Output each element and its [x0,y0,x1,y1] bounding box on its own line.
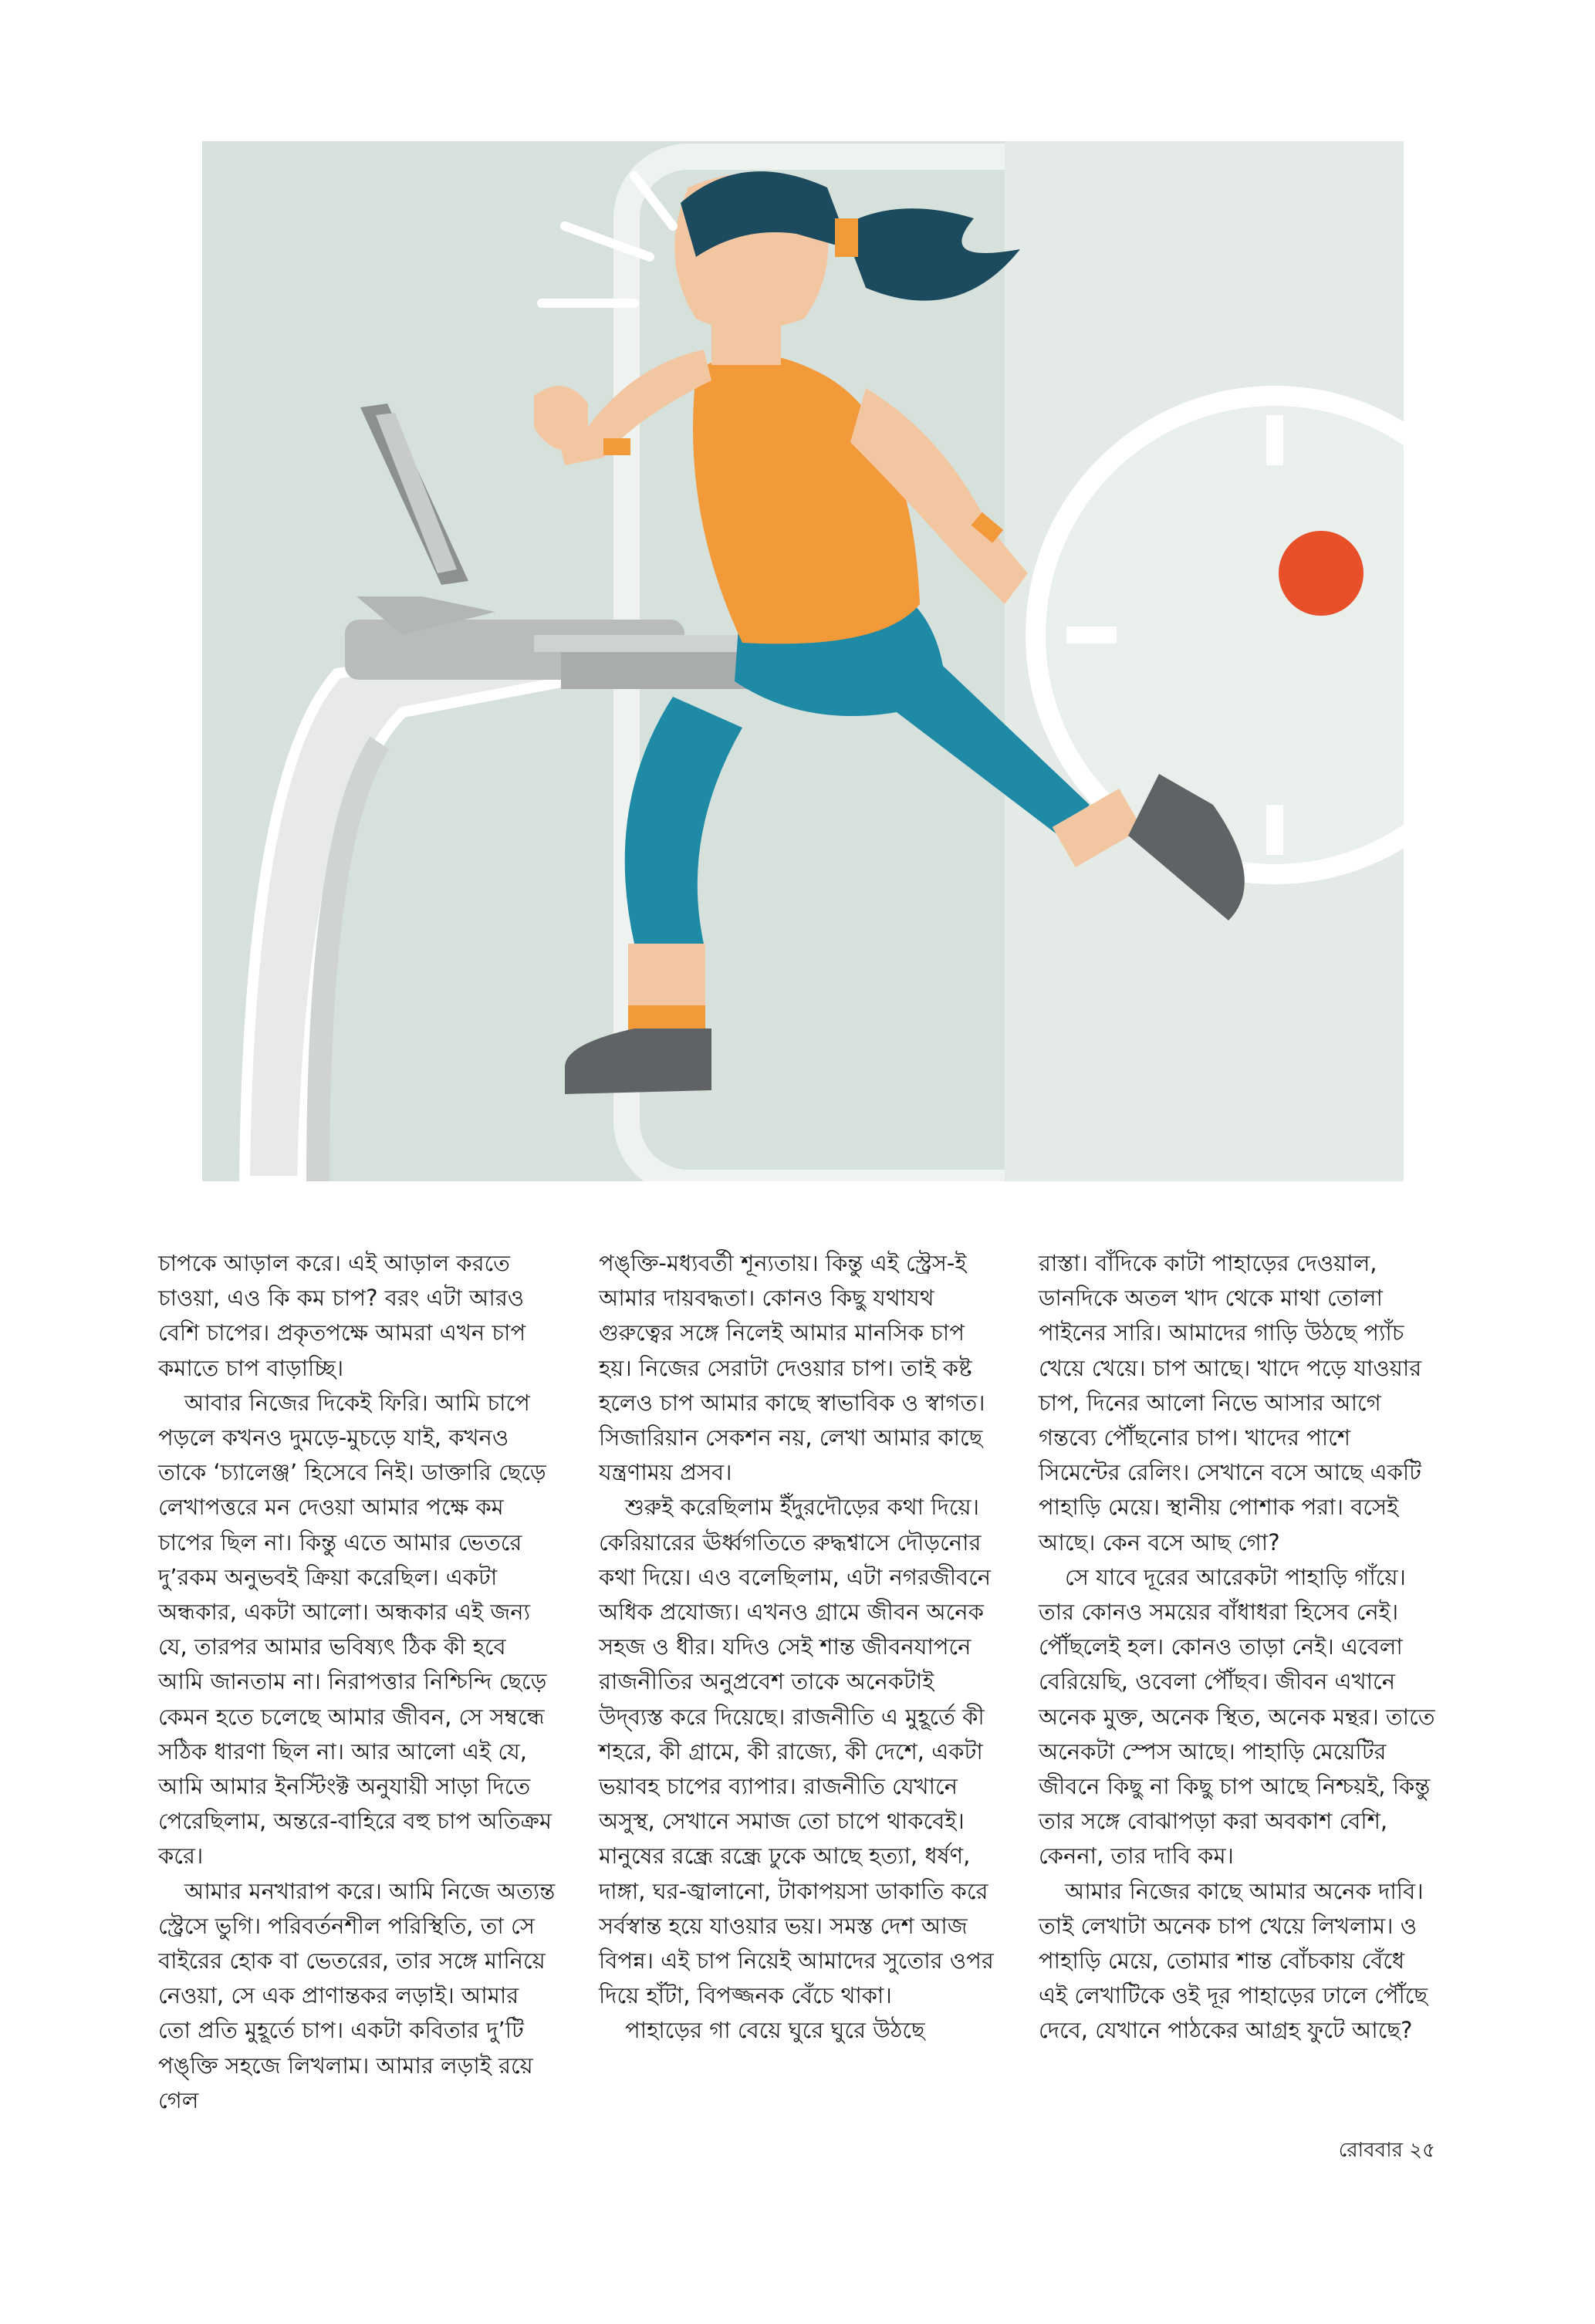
accent-dot-shape [1279,531,1364,616]
paragraph: পাহাড়ের গা বেয়ে ঘুরে ঘুরে উঠছে [625,2017,925,2044]
text-column-3 [1039,1246,1436,2049]
illustration-woman-on-treadmill [202,141,1404,1181]
page-footer: রোববার ২৫ [1338,2139,1435,2162]
text-column-1 [158,1246,556,2118]
paragraph: পঙ্‌ক্তি-মধ্যবর্তী শূন্যতায়। কিন্তু এই স্ট্রেস-ই আমার দায়বদ্ধতা। কোনও কিছু যথাযথ গুরুত্বের সঙ্গে নিলেই আমার মানসিক চাপ হয়। নিজের সেরাটা দেওয়ার চাপ। তাই কষ্ট হলেও চাপ আমার কাছে স্বাভাবিক ও স্বাগত। সিজারিয়ান সেকশন নয়, লেখা আমার কাছে যন্ত্রণাময় প্রসব। [599,1250,985,1486]
paragraph: চাপকে আড়াল করে। এই আড়াল করতে চাওয়া, এও কি কম চাপ? বরং এটা আরও বেশি চাপের। প্রকৃতপক্ষে আমরা এখন চাপ কমাতে চাপ বাড়াচ্ছি। [158,1250,526,1381]
text-column-2 [599,1246,996,2049]
paragraph: আমার নিজের কাছে আমার অনেক দাবি। তাই লেখাটা অনেক চাপ খেয়ে লিখলাম। ও পাহাড়ি মেয়ে, তোমার শান্ত বোঁচকায় বেঁধে এই লেখাটিকে ওই দূর পাহাড়ের ঢালে পৌঁছে দেবে, যেখানে পাঠকের আগ্রহ ফুটে আছে? [1039,1877,1428,2044]
paragraph: রাস্তা। বাঁদিকে কাটা পাহাড়ের দেওয়াল, ডানদিকে অতল খাদ থেকে মাথা তোলা পাইনের সারি। আমাদের গাড়ি উঠছে প্যাঁচ খেয়ে খেয়ে। চাপ আছে। খাদে পড়ে যাওয়ার চাপ, দিনের আলো নিভে আসার আগে গন্তব্যে পৌঁছনোর চাপ। খাদের পাশে সিমেন্টের রেলিং। সেখানে বসে আছে একটি পাহাড়ি মেয়ে। স্থানীয় পোশাক পরা। বসেই আছে। কেন বসে আছ গো? [1039,1250,1422,1556]
paragraph: সে যাবে দূরের আরেকটা পাহাড়ি গাঁয়ে। তার কোনও সময়ের বাঁধাধরা হিসেব নেই। পৌঁছলেই হল। কোনও তাড়া নেই। এবেলা বেরিয়েছি, ওবেলা পৌঁছব। জীবন এখানে অনেক মুক্ত, অনেক স্থিত, অনেক মন্থর। তাতে অনেকটা স্পেস আছে। পাহাড়ি মেয়েটির জীবনে কিছু না কিছু চাপ আছে নিশ্চয়ই, কিন্তু তার সঙ্গে বোঝাপড়া করা অবকাশ বেশি, কেননা, তার দাবি কম। [1039,1563,1435,1870]
wall-clock-shape [1036,396,1404,874]
paragraph: শুরুই করেছিলাম ইঁদুরদৌড়ের কথা দিয়ে। কেরিয়ারের ঊর্ধ্বগতিতে রুদ্ধশ্বাসে দৌড়নোর কথা দিয়ে। এও বলেছিলাম, এটা নগরজীবনে অধিক প্রযোজ্য। এখনও গ্রামে জীবন অনেক সহজ ও ধীর। যদিও সেই শান্ত জীবনযাপনে রাজনীতির অনুপ্রবেশ তাকে অনেকটাই উদ্‌ব্যস্ত করে দিয়েছে। রাজনীতি এ মুহূর্তে কী শহরে, কী গ্রামে, কী রাজ্যে, কী দেশে, একটা ভয়াবহ চাপের ব্যাপার। রাজনীতি যেখানে অসুস্থ, সেখানে সমাজ তো চাপে থাকবেই। মানুষের রন্ধ্রে রন্ধ্রে ঢুকে আছে হত্যা, ধর্ষণ, দাঙ্গা, ঘর-জ্বালানো, টাকাপয়সা ডাকাতি করে সর্বস্বান্ত হয়ে যাওয়ার ভয়। সমস্ত দেশ আজ বিপন্ন। এই চাপ নিয়েই আমাদের সুতোর ওপর দিয়ে হাঁটা, বিপজ্জনক বেঁচে থাকা। [599,1494,994,2009]
paragraph: আমার মনখারাপ করে। আমি নিজে অত্যন্ত স্ট্রেসে ভুগি। পরিবর্তনশীল পরিস্থিতি, তা সে বাইরের হোক বা ভেতরের, তার সঙ্গে মানিয়ে নেওয়া, সে এক প্রাণান্তকর লড়াই। আমার তো প্রতি মুহূর্তে চাপ। একটা কবিতার দু’টি পঙ্‌ক্তি সহজে লিখলাম। আমার লড়াই রয়ে গেল [158,1877,556,2113]
paragraph: আবার নিজের দিকেই ফিরি। আমি চাপে পড়লে কখনও দুমড়ে-মুচড়ে যাই, কখনও তাকে ‘চ্যালেঞ্জ’ হিসেবে নিই। ডাক্তারি ছেড়ে লেখাপত্তরে মন দেওয়া আমার পক্ষে কম চাপের ছিল না। কিন্তু এতে আমার ভেতরে দু’রকম অনুভবই ক্রিয়া করেছিল। একটা অন্ধকার, একটা আলো। অন্ধকার এই জন্য যে, তারপর আমার ভবিষ্যৎ ঠিক কী হবে আমি জানতাম না। নিরাপত্তার নিশ্চিন্দি ছেড়ে কেমন হতে চলেছে আমার জীবন, সে সম্বন্ধে সঠিক ধারণা ছিল না। আর আলো এই যে, আমি আমার ইনস্টিংক্ট অনুযায়ী সাড়া দিতে পেরেছিলাম, অন্তরে-বাহিরে বহু চাপ অতিক্রম করে। [158,1389,552,1870]
